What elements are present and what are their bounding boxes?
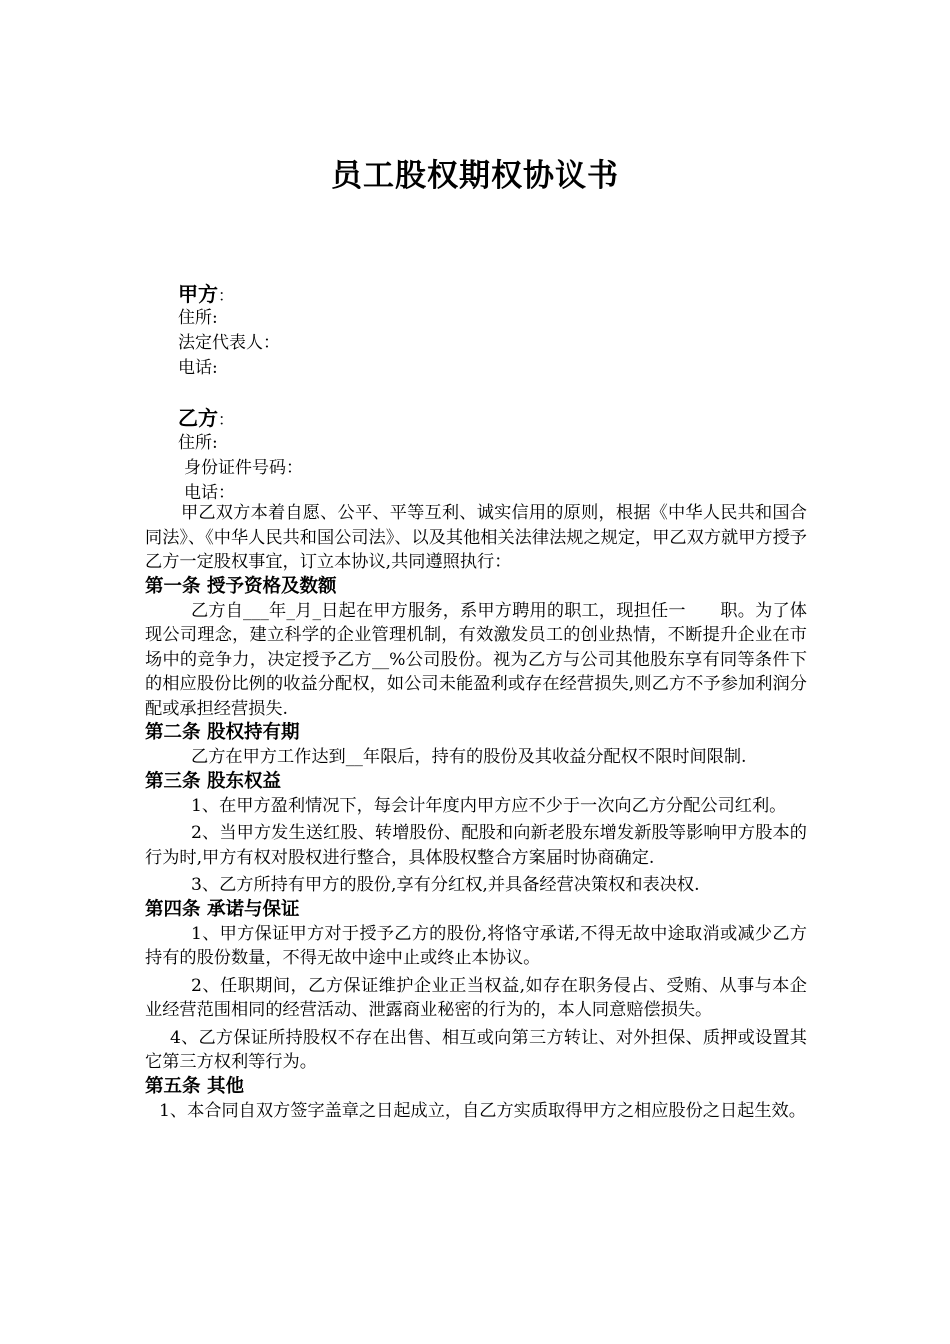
article-2-paragraph: 乙方在甲方工作达到__年限后，持有的股份及其收益分配权不限时间限制. bbox=[191, 747, 747, 767]
article-3-clause-1: 1、在甲方盈利情况下，每会计年度内甲方应不少于一次向乙方分配公司红利。 bbox=[191, 795, 787, 816]
article-4-clause-4: 4、乙方保证所持股权不存在出售、相互或向第三方转让、对外担保、质押或设置其它第三方权利等行为。 bbox=[145, 1027, 807, 1072]
article-1-paragraph: 乙方自___年_月_日起在甲方服务，系甲方聘用的职工，现担任一 职。为了体现公司理念，建立科学的企业管理机制，有效激发员工的创业热情，不断提升企业在市场中的竞争力，决定授予乙方__%公司股份。视为乙方与公司其他股东享有同等条件下的相应股份比例的收益分配权，如公司未能盈利或存在经营损失,则乙方不予参加利润分配或承担经营损失. bbox=[145, 600, 807, 719]
article-3-clause-2: 2、当甲方发生送红股、转增股份、配股和向新老股东增发新股等影响甲方股本的行为时,甲方有权对股权进行整合，具体股权整合方案届时协商确定. bbox=[145, 823, 807, 868]
document-title: 员工股权期权协议书 bbox=[331, 158, 619, 194]
article-3-heading: 第三条 股东权益 bbox=[145, 770, 281, 792]
article-5-heading: 第五条 其他 bbox=[145, 1075, 244, 1097]
preamble: 甲乙双方本着自愿、公平、平等互利、诚实信用的原则，根据《中华人民共和国合同法》、《中华人民共和国公司法》、以及其他相关法律法规之规定，甲乙双方就甲方授予乙方一定股权事宜，订立本协议,共同遵照执行： bbox=[145, 503, 807, 572]
party-a-colon: ： bbox=[218, 286, 235, 305]
party-a-legal-rep: 法定代表人： bbox=[178, 333, 280, 353]
party-b-id-number: 身份证件号码： bbox=[184, 458, 303, 478]
party-a-phone: 电话: bbox=[178, 358, 218, 378]
party-b-heading bbox=[178, 402, 234, 431]
article-4-clause-1: 1、甲方保证甲方对于授予乙方的股份,将恪守承诺,不得无故中途取消或减少乙方持有的股份数量，不得无故中途中止或终止本协议。 bbox=[145, 923, 807, 968]
party-b-colon: ： bbox=[218, 410, 235, 429]
agreement-body bbox=[145, 501, 807, 1123]
article-5-clause-1: 1、本合同自双方签字盖章之日起成立，自乙方实质取得甲方之相应股份之日起生效。 bbox=[159, 1100, 806, 1121]
party-a-label: 甲方 bbox=[178, 282, 218, 306]
party-b-label: 乙方 bbox=[178, 406, 218, 430]
article-4-clause-2: 2、任职期间，乙方保证维护企业正当权益,如存在职务侵占、受贿、从事与本企业经营范围相同的经营活动、泄露商业秘密的行为的，本人同意赔偿损失。 bbox=[145, 975, 807, 1020]
article-4-heading: 第四条 承诺与保证 bbox=[145, 898, 300, 920]
party-a-address: 住所: bbox=[178, 308, 218, 328]
party-b-phone: 电话： bbox=[184, 483, 235, 503]
party-b-address: 住所: bbox=[178, 433, 218, 453]
article-1-heading: 第一条 授予资格及数额 bbox=[145, 575, 337, 597]
article-2-heading: 第二条 股权持有期 bbox=[145, 722, 300, 743]
article-3-clause-3: 3、乙方所持有甲方的股份,享有分红权,并具备经营决策权和表决权. bbox=[191, 875, 700, 895]
